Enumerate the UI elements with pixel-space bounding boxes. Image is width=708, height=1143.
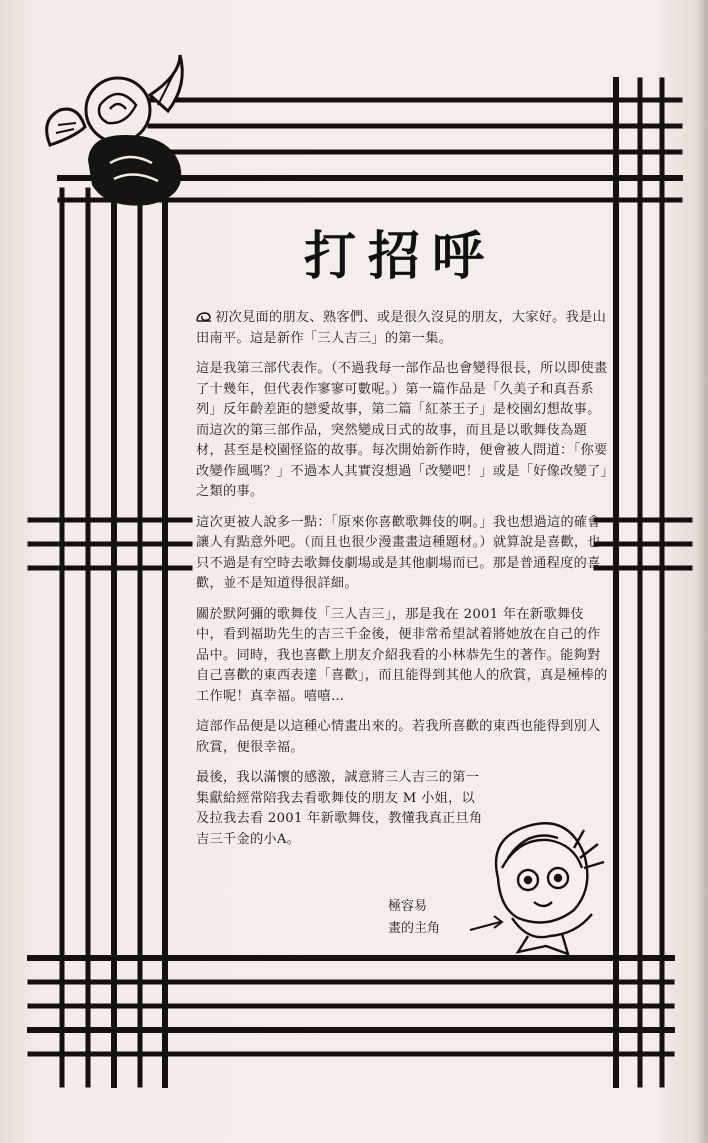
- paragraph: 最後，我以滿懷的感激，誠意將三人吉三的第一集獻給經常陪我去看歌舞伎的朋友 M 小姐，以及拉我去看 2001 年新歌舞伎，教懂我真正旦角吉三千金的小A。: [196, 770, 483, 847]
- character-caption: 極容易 畫的主角: [388, 899, 441, 936]
- snail-doodle-icon: [196, 311, 212, 322]
- paragraph: 這部作品便是以這種心情畫出來的。若我所喜歡的東西也能得到別人欣賞，便很幸福。: [196, 719, 601, 755]
- paragraph: 這次更被人說多一點：「原來你喜歡歌舞伎的啊。」我也想過這的確會讓人有點意外吧。（而且也很少漫畫畫這種題材。）就算說是喜歡，也只不過是有空時去歌舞伎劇場或是其他劇場而已。那是普通程度的喜歡，並不是知道得很詳細。: [196, 514, 601, 591]
- page-title: 打招呼: [303, 226, 496, 287]
- paragraph: 這是我第三部代表作。（不過我每一部作品也會變得很長，所以即使畫了十幾年，但代表作寥寥可數呢。）第一篇作品是「久美子和真吾系列」反年齡差距的戀愛故事，第二篇「紅茶王子」是校園幻想故事。而這次的第三部作品，突然變成日式的故事，而且是以歌舞伎為題材，甚至是校園怪盜的故事。每次開始新作時，便會被人問道：「你要改變作風嗎？」不過本人其實沒想過「改變吧！」或是「好像改變了」之類的事。: [196, 361, 608, 499]
- paragraph: 關於默阿彌的歌舞伎「三人吉三」，那是我在 2001 年在新歌舞伎中，看到福助先生的吉三千金後，便非常希望試着將她放在自己的作品中。同時，我也喜歡上朋友介紹我看的小林恭先生的著作。能夠對自己喜歡的東西表達「喜歡」，而且能得到其他人的欣賞，真是極棒的工作呢！真幸福。嘻嘻…: [196, 606, 608, 704]
- page-edge-shadow: [696, 0, 708, 1143]
- flower-ornament: [47, 55, 183, 206]
- paragraph: 初次見面的朋友、熟客們、或是很久沒見的朋友，大家好。我是山田南平。這是新作「三人吉三」的第一集。: [196, 310, 607, 346]
- greeting-text-block: [196, 308, 608, 860]
